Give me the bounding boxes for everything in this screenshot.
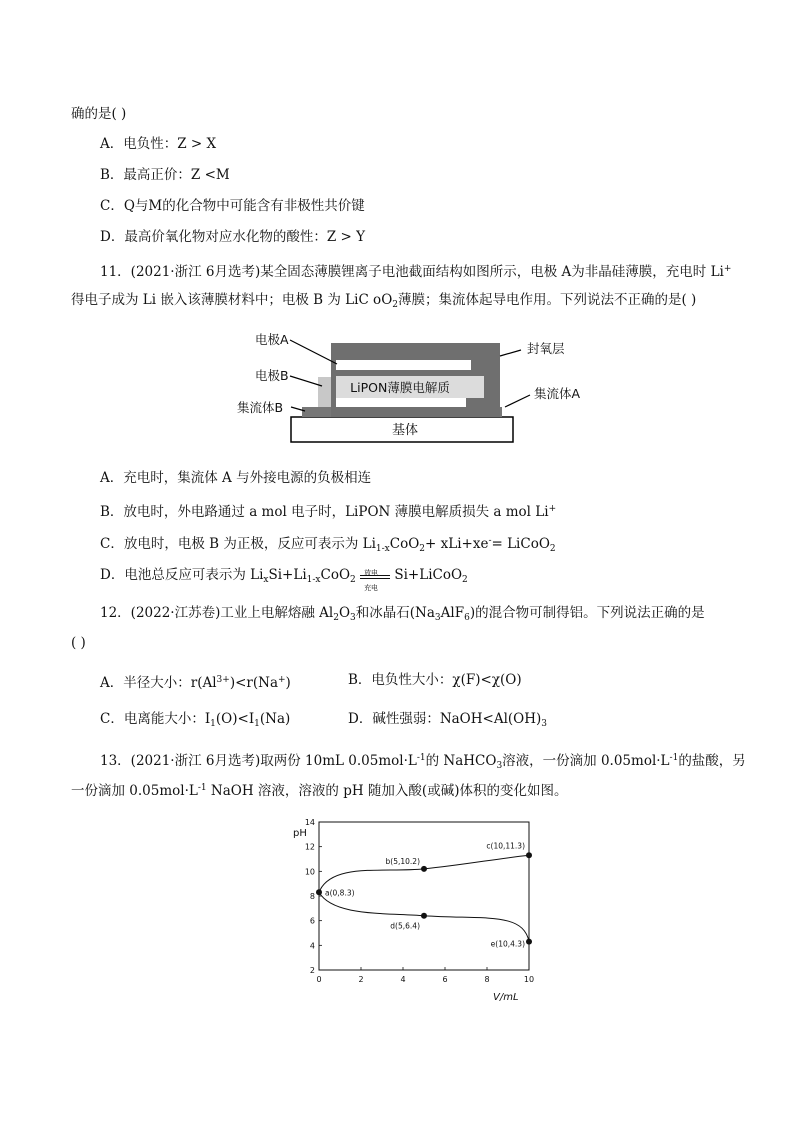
electrode-a-label: 电极A: [255, 332, 289, 347]
q10-stem-tail: 确的是( ): [71, 106, 127, 122]
electrode-a-layer: [336, 360, 471, 370]
data-point: [421, 866, 427, 872]
x-tick-label: 6: [442, 975, 448, 984]
ph-titration-chart: [285, 812, 555, 1008]
q11-option-a: A．充电时，集流体 A 与外接电源的负极相连: [100, 470, 372, 486]
y-tick-label: 14: [304, 818, 315, 827]
q12-stem-line2: ( ): [71, 635, 86, 651]
data-point-label: c(10,11.3): [486, 841, 525, 851]
q10-option-c: C．Q与M的化合物中可能含有非极性共价键: [100, 198, 365, 214]
q11-stem-line1: 11．(2021·浙江 6月选考)某全固态薄膜锂离子电池截面结构如图所示，电极 A为非晶硅薄膜，充电时 Li+: [100, 264, 732, 280]
y-tick-label: 2: [309, 966, 315, 975]
q13-stem-line1: 13．(2021·浙江 6月选考)取两份 10mL $0.05mol\cdot L^{-1}$的 NaHCO$_3$溶液，一份滴加 $0.05mol\cdot L^{-1}$的盐酸，另: [100, 753, 746, 771]
q11-option-c: C．放电时，电极 B 为正极，反应可表示为 $Li_{1-x}CoO_2+ xLi+xe^-=$ LiCoO$_2$: [100, 536, 556, 554]
q10-option-d: D．最高价氧化物对应水化物的酸性：Z > Y: [100, 229, 366, 245]
x-tick-label: 0: [316, 975, 322, 984]
y-tick-label: 4: [309, 941, 315, 951]
data-point: [316, 889, 322, 895]
data-point-label: d(5,6.4): [390, 921, 420, 931]
collector-b-label: 集流体B: [237, 400, 284, 415]
y-tick-label: 6: [309, 916, 315, 926]
q10-option-a: A．电负性：Z > X: [100, 136, 217, 152]
q11-option-d: D．电池总反应可表示为 $Li_xSi+Li_{1-x}CoO_2$ 放电 充电 Si+LiCoO$_2$: [100, 567, 468, 592]
q13-stem-line2: 一份滴加 $0.05mol\cdot L^{-1}$ NaOH 溶液，溶液的 pH 随加入酸(或碱)体积的变化如图。: [71, 783, 568, 799]
y-tick-label: 10: [304, 867, 315, 877]
y-tick-label: 12: [304, 842, 315, 852]
y-axis-label: pH: [293, 828, 307, 839]
q11-option-b: B．放电时，外电路通过 a mol 电子时，LiPON 薄膜电解质损失 a mol Li+: [100, 504, 557, 520]
electrolyte-gap: [336, 398, 466, 407]
q11-stem-line2: 得电子成为 Li 嵌入该薄膜材料中；电极 B 为 LiC $oO_2$薄膜；集流体起导电作用。下列说法不正确的是( ): [71, 292, 697, 310]
q12-option-d: D．碱性强弱：$NaOH<Al(OH)_3$: [348, 711, 548, 729]
electrolyte-label: LiPON薄膜电解质: [350, 380, 450, 395]
x-tick-label: 4: [400, 975, 406, 984]
data-point-label: a(0,8.3): [325, 888, 355, 898]
x-axis-label: V/mL: [493, 992, 519, 1003]
collector-a-label: 集流体A: [534, 386, 581, 401]
series-naoh-line: [319, 855, 529, 892]
q12-option-a: A．半径大小：$r(Al^{3+})<r(Na^+)$: [100, 675, 291, 691]
data-point-label: b(5,10.2): [385, 856, 420, 866]
data-point-label: e(10,4.3): [490, 939, 525, 949]
q12-option-b: B．电负性大小：χ(F)<χ(O): [348, 672, 522, 688]
q10-option-b: B．最高正价：Z <M: [100, 167, 230, 183]
x-tick-label: 2: [358, 975, 364, 984]
electrode-b-label: 电极B: [255, 368, 289, 383]
reaction-arrow: 放电 充电: [360, 567, 390, 585]
data-point: [421, 913, 427, 919]
x-tick-label: 8: [484, 975, 490, 984]
data-point: [526, 939, 532, 945]
q12-stem-line1: 12．(2022·江苏卷)工业上电解熔融 $Al_2O_3$和冰晶石$(Na_3AlF_6)$的混合物可制得铝。下列说法正确的是: [100, 605, 705, 623]
oxygen-layer-label: 封氧层: [527, 341, 565, 356]
data-point: [526, 852, 532, 858]
q12-option-c: C．电离能大小：$I_1(O)<I_1(Na)$: [100, 711, 291, 729]
battery-structure-figure: [225, 328, 595, 448]
x-tick-label: 10: [523, 975, 535, 984]
substrate-label: 基体: [391, 423, 419, 438]
y-tick-label: 8: [309, 892, 315, 901]
